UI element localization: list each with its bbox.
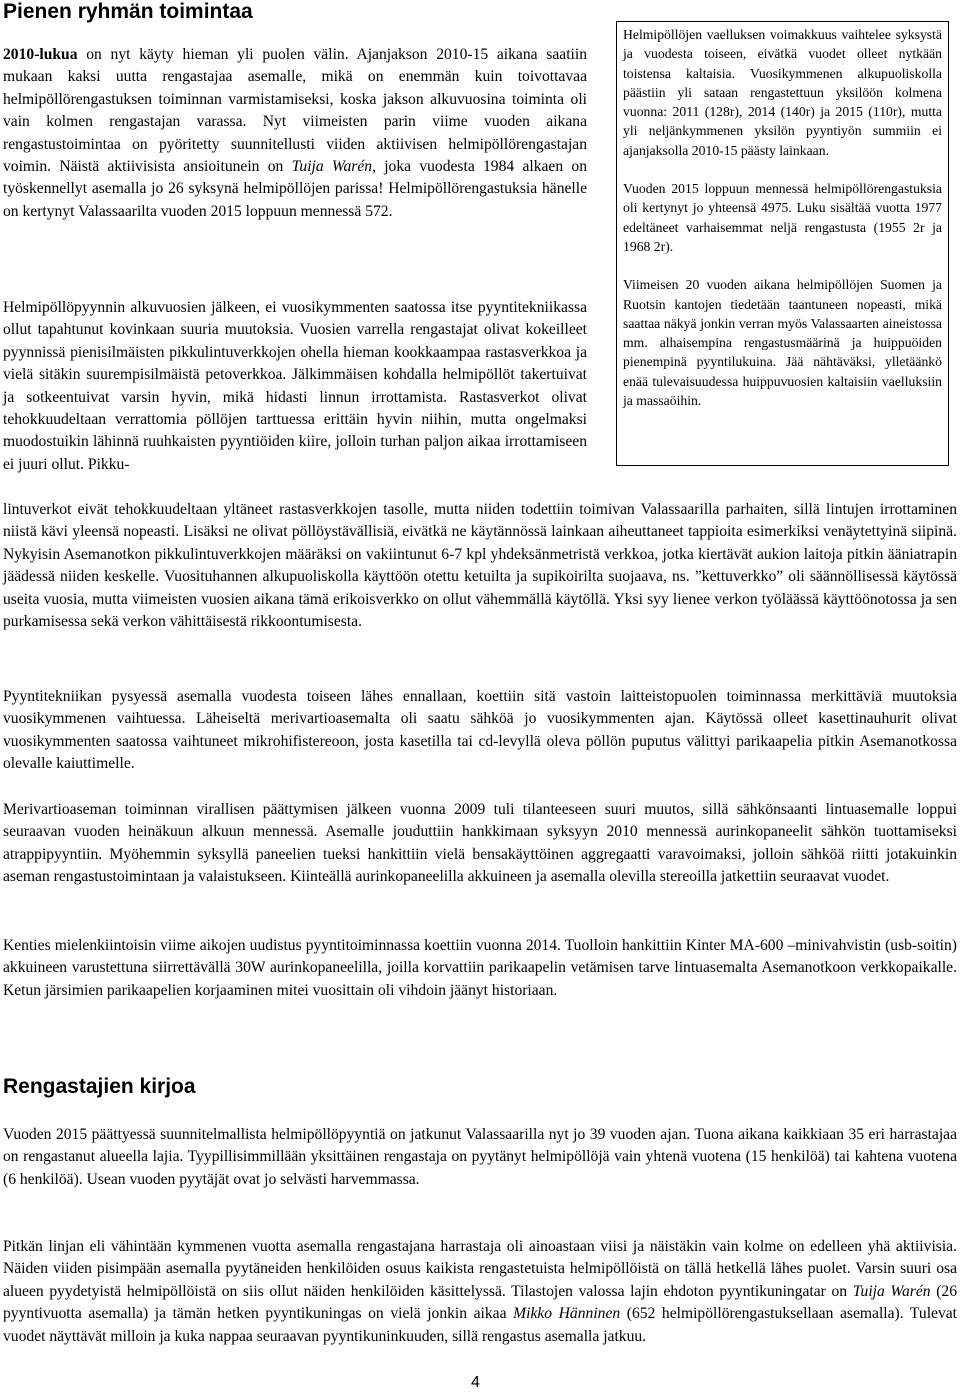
page-number: 4	[471, 1374, 480, 1391]
paragraph-solar: Merivartioaseman toiminnan virallisen päättymisen jälkeen vuonna 2009 tuli tilanteeseen suuri muutos, sillä sähkönsaanti lintuasemalle loppui seuraavan vuoden heinäkuun alkuun mennessä. Asemalle jouduttiin hankkimaan syksyyn 2010 mennessä aurinkopaneelit sähkön tuottamiseksi atrappipyyntiin. Myöhemmin syksyllä paneelien tueksi hankittiin vielä bensakäyttöinen aggregaatti varavoimaksi, jolloin sähköä riitti jotakuinkin aseman rengastustoimintaan ja valaistukseen. Kiinteällä aurinkopaneelilla akkuineen ja asemalla olevilla stereoilla jatkettiin seuraavat vuodet.	[3, 801, 957, 886]
intro-lead: 2010-lukua	[3, 46, 78, 63]
info-sidebar	[616, 21, 949, 466]
section-heading-ringers: Rengastajien kirjoa	[3, 1075, 196, 1098]
sidebar-paragraph-decline: Viimeisen 20 vuoden aikana helmipöllöjen Suomen ja Ruotsin kantojen tiedetään taantuneen nopeasti, mikä saattaa näkyä jonkin verran myös Valassaarten aineistossa mm. alhaisempina rengastusmäärinä ja huippuöiden pienempinä pyyntilukuina. Jää nähtäväksi, ylletäänkö enää tulevaisuudessa huippuvuosien kaltaisiin vaelluksiin ja massaöihin.	[623, 277, 942, 409]
sidebar-paragraph-total: Vuoden 2015 loppuun mennessä helmipöllörengastuksia oli kertynyt jo yhteensä 4975. Luku sisältää vuotta 1977 edeltäneet varhaisemmat neljä rengastusta (1955 2r ja 1968 2r).	[623, 181, 942, 254]
paragraph-ringers: Vuoden 2015 päättyessä suunnitelmallista helmipöllöpyyntiä on jatkunut Valassaarilla nyt jo 39 vuoden ajan. Tuona aikana kaikkiaan 35 eri harrastajaa on rengastanut alueella lajia. Tyypillisimmillään yksittäinen rengastaja on pyytänyt helmipöllöjä vain yhtenä vuotena (15 henkilöä) tai kahtena vuotena (6 henkilöä). Usean vuoden pyytäjät ovat jo selvästi harvemmassa.	[3, 1126, 957, 1188]
long-text-3: (652 helmipöllörengastuksellaan asemalla). Tulevat vuodet näyttävät milloin ja kuka nappaa seuraavan pyyntikuninkuuden, sillä rengastus asemalla jatkuu.	[3, 1305, 958, 1345]
paragraph-kinter: Kenties mielenkiintoisin viime aikojen uudistus pyyntitoiminnassa koettiin vuonna 2014. Tuolloin hankittiin Kinter MA-600 –minivahvistin (usb-soitin) akkuineen varustettuna siirrettävällä 30W aurinkopaneelilla, joilla korvattiin parikaapelin vetämisen tarve lintuasemalta Asemanotkoon verkkopaikalle. Ketun järsimien parikaapelien korjaaminen mitei vuosittain oli vihdoin jäänyt historiaan.	[3, 937, 957, 999]
paragraph-trapping-bottom: lintuverkot eivät tehokkuudeltaan yltäneet rastasverkkojen tasolle, mutta niiden todettiin toimivan Valassaarilla parhaiten, sillä lintujen irrottaminen niistä kävi yleensä nopeasti. Lisäksi ne olivat pöllöystävällisiä, eivätkä ne käytännössä lainkaan aiheuttaneet tappioita esimerkiksi venäytettyinä siipinä. Nykyisin Asemanotkon pikkulintuverkkojen määräksi on vakiintunut 6-7 kpl yhdeksänmetristä verkkoa, jotka kiertävät aukion laitoja pitkin ääniatrapin jäädessä niiden keskelle. Vuosituhannen alkupuoliskolla käyttöön otettu ketuilta ja supikoirilta suojaava, ns. ”kettuverkko” oli säännöllisessä käytössä useita vuosia, mutta viimeisten vuosien aikana tämä erikoisverkko on ollut vähemmällä käytöllä. Yksi syy lienee verkon työläässä käyttöönotossa ja sen purkamisessa sekä verkon vähittäisestä rikkoontumisesta.	[3, 501, 957, 631]
paragraph-intro	[3, 44, 587, 223]
paragraph-long-term	[3, 1236, 957, 1348]
intro-name: Tuija Warén	[291, 158, 373, 176]
intro-text-1: on nyt käyty hieman yli puolen välin. Ajanjakson 2010-15 aikana saatiin mukaan kaksi uutta rengastajaa asemalle, mikä on enemmän kuin toivottavaa helmipöllörengastuksen toiminnan varmistamiseksi, koska jakson alkuvuosina toiminta oli vain kolmen rengastajan varassa. Nyt viimeisten parin viime vuoden aikana rengastustoimintaa on pyöritetty suunnitellusti viiden aktiivisen helmipöllörengastajan voimin. Näistä aktiivisista ansioitunein on	[3, 46, 587, 176]
paragraph-technique: Pyyntitekniikan pysyessä asemalla vuodesta toiseen lähes ennallaan, koettiin sitä vastoin laitteistopuolen toiminnassa merkittäviä muutoksia vuosikymmenen vaihtuessa. Läheiseltä merivartioasemalta oli saatu sähköä jo vuosikymmenten ajan. Käytössä olleet kasettinauhurit olivat vuosikymmenten saatossa vaihtuneet mikrohifistereoon, josta kasetilla tai cd-levyllä oleva pöllön puputus välittyi parikaapelia pitkin Asemanotkossa olevalle kaiuttimelle.	[3, 688, 957, 773]
intro-text-2: , joka vuodesta 1984 alkaen on työskennellyt asemalla jo 26 syksynä helmipöllöjen parissa! Helmipöllörengastuksia hänelle on kertynyt Valassaarilta vuoden 2015 loppuun mennessä 572.	[3, 158, 587, 220]
long-name-2: Mikko Hänninen	[513, 1305, 621, 1323]
sidebar-paragraph-migration: Helmipöllöjen vaelluksen voimakkuus vaihtelee syksystä ja vuodesta toiseen, eivätkä vuodet olleet nytkään toistensa kaltaisia. Vuosikymmenen alkupuoliskolla päästiin yli sataan rengastettuun yksilöön kolmena vuonna: 2011 (128r), 2014 (140r) ja 2015 (110r), mutta yli neljänkymmenen yksilön pyyntiyön summiin ei ajanjaksolla 2010-15 päästy lainkaan.	[623, 27, 942, 158]
paragraph-trapping-top: Helmipöllöpyynnin alkuvuosien jälkeen, ei vuosikymmenten saatossa itse pyyntitekniikassa ollut tapahtunut kovinkaan suuria muutoksia. Vuosien varrella rengastajat olivat kokeilleet pyynnissä pienisilmäisten pikkulintuverkkojen ohella hieman kookkaampaa rastasverkkoa ja vielä sitäkin suurempisilmäistä petoverkkoa. Jälkimmäisen kohdalla helmipöllöt takertuivat ja sotkeentuivat varsin hyvin, mikä hidasti linnun irrottamista. Rastasverkot olivat tehokkuudeltaan verrattomia pöllöjen tarttuessa erittäin hyvin niihin, mutta ongelmaksi muodostuikin lähinnä ruuhkaisten pyyntiöiden kiire, jolloin turhan paljon aikaa irrottamiseen ei juuri ollut. Pikku-	[3, 299, 587, 473]
long-text-1: Pitkän linjan eli vähintään kymmenen vuotta asemalla rengastajana harrastaja oli ainoastaan viisi ja näistäkin vain kolme on edelleen yhä aktiivisia. Näiden viiden pisimpään asemalla pyytäneiden henkilöiden osuus kaikista rengastetuista helmipöllöistä on tällä hetkellä lähes puolet. Varsin suuri osa alueen pyydetyistä helmipöllöistä on siis ollut näiden henkilöiden käsittelyssä. Tilastojen valossa lajin ehdoton pyyntikuningatar on	[3, 1238, 957, 1300]
long-text-2: (26 pyyntivuotta asemalla) ja tämän hetken pyyntikuningas on vielä jonkin aikaa	[3, 1282, 957, 1323]
section-heading-small-group: Pienen ryhmän toimintaa	[3, 0, 253, 23]
long-name-1: Tuija Warén	[852, 1282, 931, 1300]
